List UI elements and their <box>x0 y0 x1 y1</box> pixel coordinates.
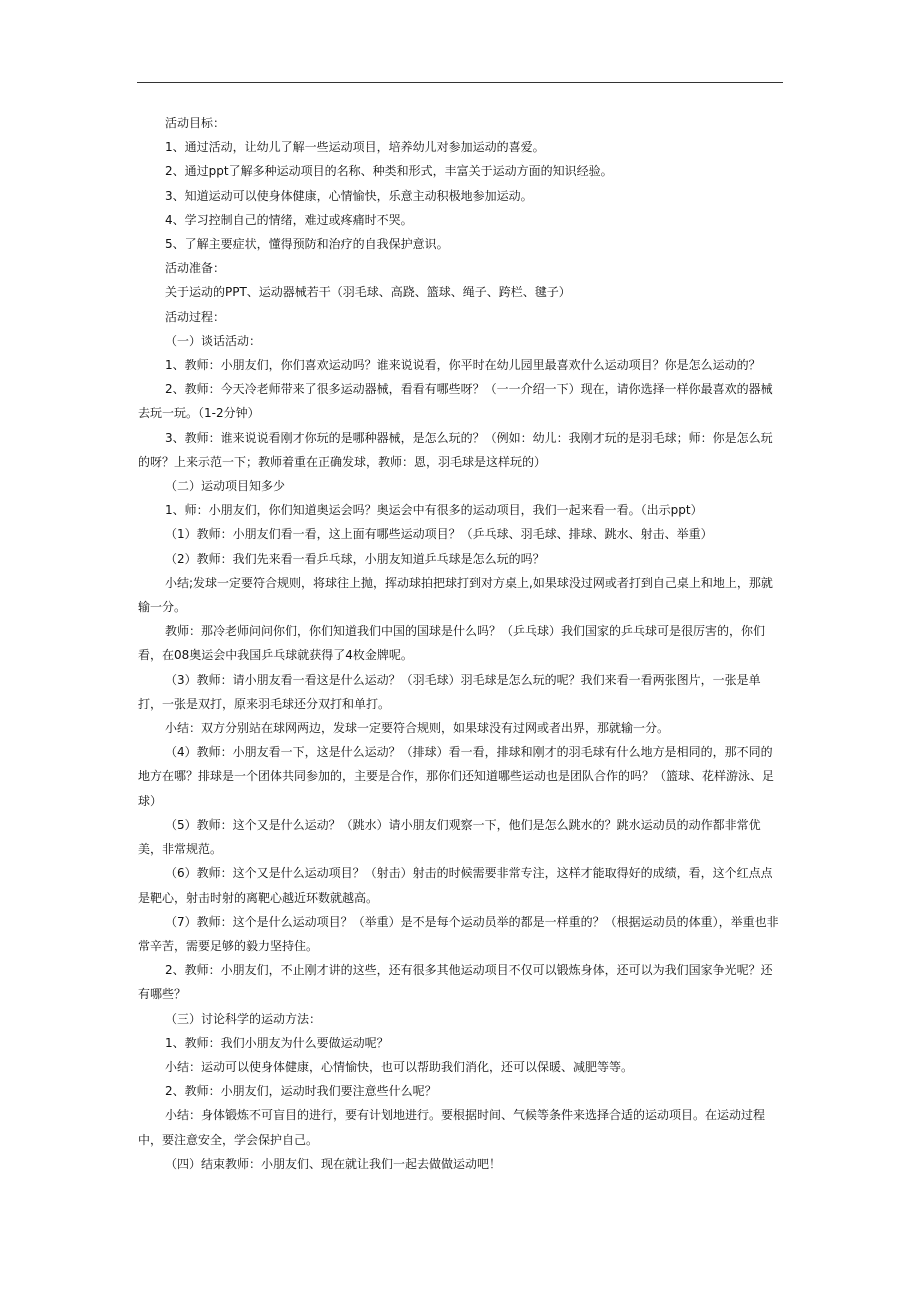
paragraph: 2、教师：今天冷老师带来了很多运动器械，看看有哪些呀？（一一介绍一下）现在，请你选择一样你最喜欢的器械去玩一玩。（1-2分钟） <box>138 382 773 421</box>
document-body <box>138 111 783 1176</box>
heading-process: 活动过程： <box>165 309 226 324</box>
summary-paragraph: 小结;发球一定要符合规则，将球往上抛，挥动球拍把球打到对方桌上,如果球没过网或者打到自己桌上和地上，那就输一分。 <box>138 575 773 615</box>
paragraph: （7）教师：这个是什么运动项目？（举重）是不是每个运动员举的都是一样重的？（根据运动员的体重），举重也非常辛苦，需要足够的毅力坚持住。 <box>138 914 779 953</box>
summary-paragraph: 小结：双方分别站在球网两边，发球一定要符合规则，如果球没有过网或者出界，那就输一分。 <box>165 721 670 736</box>
paragraph: （1）教师：小朋友们看一看，这上面有哪些运动项目？（乒乓球、羽毛球、排球、跳水、射击、举重） <box>165 527 713 542</box>
goal-item: 3、知道运动可以使身体健康，心情愉快，乐意主动积极地参加运动。 <box>165 188 533 203</box>
goal-item: 1、通过活动，让幼儿了解一些运动项目，培养幼儿对参加运动的喜爱。 <box>165 140 545 155</box>
paragraph: （2）教师：我们先来看一看乒乓球，小朋友知道乒乓球是怎么玩的吗？ <box>165 551 545 566</box>
goal-item: 5、了解主要症状，懂得预防和治疗的自我保护意识。 <box>165 237 449 252</box>
paragraph: 1、师：小朋友们，你们知道奥运会吗？奥运会中有很多的运动项目，我们一起来看一看。（出示ppt） <box>165 503 703 518</box>
paragraph: 3、教师：谁来说说看刚才你玩的是哪种器械，是怎么玩的？（例如：幼儿：我刚才玩的是羽毛球；师：你是怎么玩的呀？上来示范一下；教师着重在正确发球，教师：恩，羽毛球是这样玩的） <box>138 430 773 469</box>
section-heading: （二）运动项目知多少 <box>165 479 286 494</box>
heading-preparation: 活动准备： <box>165 261 226 276</box>
heading-goals: 活动目标： <box>165 116 226 130</box>
summary-paragraph: 小结：身体锻炼不可盲目的进行，要有计划地进行。要根据时间、气候等条件来选择合适的运动项目。在运动过程中，要注意安全，学会保护自己。 <box>138 1108 766 1147</box>
paragraph: 教师：那冷老师问问你们，你们知道我们中国的国球是什么吗？（乒乓球）我们国家的乒乓球可是很厉害的，你们看，在08奥运会中我国乒乓球就获得了4枚金牌呢。 <box>138 624 766 663</box>
preparation-text: 关于运动的PPT、运动器械若干（羽毛球、高跷、篮球、绳子、跨栏、毽子） <box>165 285 571 300</box>
paragraph: 2、教师：小朋友们，运动时我们要注意些什么呢？ <box>165 1084 437 1099</box>
paragraph: 1、教师：小朋友们，你们喜欢运动吗？谁来说说看，你平时在幼儿园里最喜欢什么运动项目？你是怎么运动的？ <box>165 358 761 373</box>
section-heading: （一）谈话活动： <box>165 333 262 348</box>
paragraph: （3）教师：请小朋友看一看这是什么运动？（羽毛球）羽毛球是怎么玩的呢？我们来看一看两张图片，一张是单打，一张是双打，原来羽毛球还分双打和单打。 <box>138 672 761 711</box>
paragraph: （4）教师：小朋友看一下，这是什么运动？（排球）看一看，排球和刚才的羽毛球有什么地方是相同的，那不同的地方在哪？排球是一个团体共同参加的，主要是合作，那你们还知道哪些运动也是团队合作的吗？（篮球、花样游泳、足球） <box>138 745 775 808</box>
header-rule <box>137 82 783 83</box>
goal-item: 2、通过ppt了解多种运动项目的名称、种类和形式，丰富关于运动方面的知识经验。 <box>165 164 613 179</box>
goal-item: 4、学习控制自己的情绪，难过或疼痛时不哭。 <box>165 212 413 227</box>
paragraph: 1、教师：我们小朋友为什么要做运动呢？ <box>165 1035 389 1050</box>
paragraph: （5）教师：这个又是什么运动？（跳水）请小朋友们观察一下，他们是怎么跳水的？跳水运动员的动作都非常优美，非常规范。 <box>138 817 761 857</box>
closing-paragraph: （四）结束教师：小朋友们、现在就让我们一起去做做运动吧！ <box>165 1156 502 1171</box>
paragraph: （6）教师：这个又是什么运动项目？（射击）射击的时候需要非常专注，这样才能取得好的成绩，看，这个红点点是靶心，射击时射的离靶心越近环数就越高。 <box>138 866 773 905</box>
summary-paragraph: 小结：运动可以使身体健康，心情愉快，也可以帮助我们消化，还可以保暖、减肥等等。 <box>165 1059 634 1074</box>
paragraph: 2、教师：小朋友们，不止刚才讲的这些，还有很多其他运动项目不仅可以锻炼身体，还可以为我们国家争光呢？还有哪些？ <box>138 963 773 1002</box>
section-heading: （三）讨论科学的运动方法： <box>165 1011 322 1026</box>
